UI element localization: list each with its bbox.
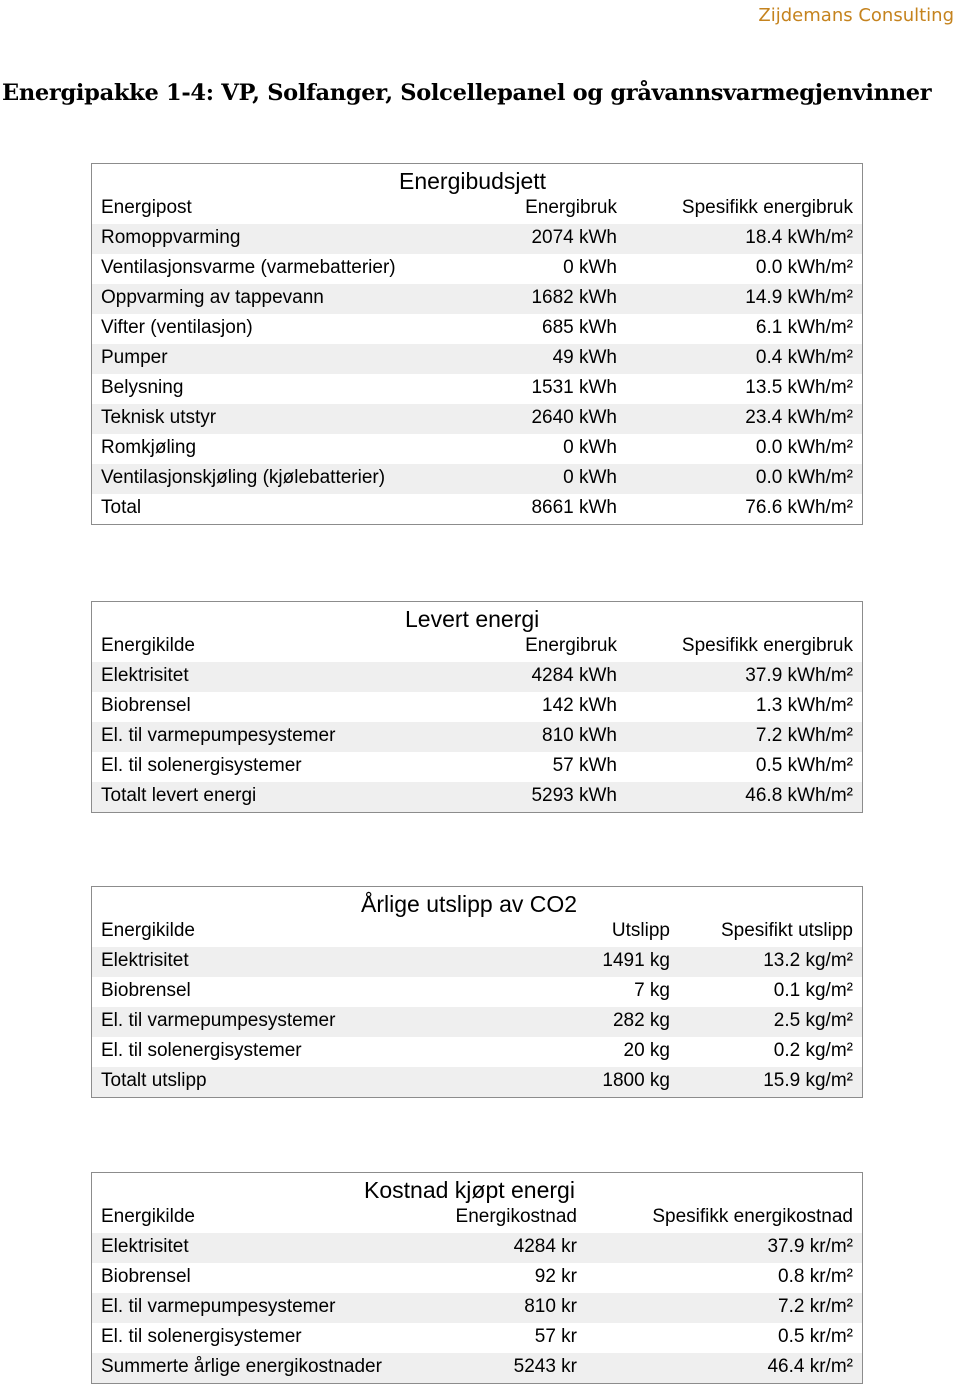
specific-value-cell: 37.9 kWh/m² [745, 665, 853, 686]
table-title-row [92, 887, 862, 917]
table-row [92, 1323, 862, 1353]
specific-value-cell: 14.9 kWh/m² [745, 287, 853, 308]
table-row [92, 314, 862, 344]
table-header-row [92, 1203, 862, 1233]
table-row [92, 494, 862, 524]
specific-value-cell: Spesifikk energibruk [681, 635, 853, 656]
specific-value-cell: 0.0 kWh/m² [755, 437, 853, 458]
specific-value-cell: 13.2 kg/m² [763, 950, 853, 971]
table-row [92, 1263, 862, 1293]
value-cell: 49 kWh [552, 347, 617, 368]
table-row [92, 662, 862, 692]
label-cell: Energikilde [101, 920, 195, 941]
table-row [92, 1037, 862, 1067]
label-cell: Elektrisitet [101, 1236, 189, 1257]
label-cell: Ventilasjonskjøling (kjølebatterier) [101, 467, 386, 488]
table-row [92, 752, 862, 782]
table-row [92, 1353, 862, 1383]
value-cell: 810 kWh [542, 725, 617, 746]
specific-value-cell: 0.5 kWh/m² [755, 755, 853, 776]
table-header-row [92, 194, 862, 224]
table-row [92, 224, 862, 254]
value-cell: 5293 kWh [531, 785, 617, 806]
table-title-row [92, 602, 862, 632]
table-row [92, 977, 862, 1007]
value-cell: Utslipp [611, 920, 670, 941]
label-cell: Oppvarming av tappevann [101, 287, 324, 308]
table-title: Energibudsjett [399, 168, 547, 194]
table-header-row [92, 917, 862, 947]
value-cell: 1531 kWh [531, 377, 617, 398]
table-row [92, 1067, 862, 1097]
label-cell: Elektrisitet [101, 950, 189, 971]
table-row [92, 1233, 862, 1263]
specific-value-cell: 18.4 kWh/m² [745, 227, 853, 248]
table-row [92, 434, 862, 464]
specific-value-cell: 15.9 kg/m² [763, 1070, 853, 1091]
specific-value-cell: 23.4 kWh/m² [745, 407, 853, 428]
table-row [92, 374, 862, 404]
label-cell: El. til solenergisystemer [101, 755, 302, 776]
table-row [92, 404, 862, 434]
co2-emissions-table [91, 886, 863, 1098]
specific-value-cell: 7.2 kr/m² [778, 1296, 853, 1317]
value-cell: 0 kWh [563, 437, 617, 458]
label-cell: Vifter (ventilasjon) [101, 317, 253, 338]
specific-value-cell: 0.1 kg/m² [773, 980, 853, 1001]
value-cell: Energibruk [525, 635, 617, 656]
value-cell: 142 kWh [542, 695, 617, 716]
table-row [92, 722, 862, 752]
table-title: Kostnad kjøpt energi [364, 1177, 575, 1203]
specific-value-cell: Spesifikt utslipp [720, 920, 853, 941]
value-cell: 57 kWh [552, 755, 617, 776]
table-row [92, 464, 862, 494]
specific-value-cell: 13.5 kWh/m² [745, 377, 853, 398]
table-row [92, 782, 862, 812]
value-cell: 810 kr [524, 1296, 577, 1317]
specific-value-cell: 0.2 kg/m² [773, 1040, 853, 1061]
value-cell: 57 kr [534, 1326, 577, 1347]
label-cell: Biobrensel [101, 980, 191, 1001]
label-cell: Energikilde [101, 1206, 195, 1227]
label-cell: Ventilasjonsvarme (varmebatterier) [101, 257, 396, 278]
specific-value-cell: Spesifikk energikostnad [652, 1206, 853, 1227]
specific-value-cell: 0.0 kWh/m² [755, 257, 853, 278]
specific-value-cell: 0.4 kWh/m² [755, 347, 853, 368]
value-cell: 4284 kr [513, 1236, 577, 1257]
label-cell: El. til varmepumpesystemer [101, 1296, 336, 1317]
table-row [92, 1293, 862, 1323]
label-cell: Biobrensel [101, 695, 191, 716]
label-cell: Teknisk utstyr [101, 407, 217, 428]
value-cell: 1682 kWh [531, 287, 617, 308]
energy-budget-table [91, 163, 863, 525]
label-cell: Romkjøling [101, 437, 197, 458]
specific-value-cell: 0.0 kWh/m² [755, 467, 853, 488]
label-cell: Energikilde [101, 635, 195, 656]
value-cell: 2640 kWh [531, 407, 617, 428]
value-cell: 685 kWh [542, 317, 617, 338]
value-cell: 4284 kWh [531, 665, 617, 686]
label-cell: Elektrisitet [101, 665, 189, 686]
value-cell: Energibruk [525, 197, 617, 218]
delivered-energy-table [91, 601, 863, 813]
energy-cost-table [91, 1172, 863, 1384]
label-cell: Summerte årlige energikostnader [101, 1356, 382, 1377]
label-cell: Belysning [101, 377, 184, 398]
specific-value-cell: 0.8 kr/m² [778, 1266, 853, 1287]
table-row [92, 1007, 862, 1037]
table-row [92, 284, 862, 314]
specific-value-cell: 2.5 kg/m² [773, 1010, 853, 1031]
label-cell: El. til solenergisystemer [101, 1040, 302, 1061]
label-cell: Totalt levert energi [101, 785, 257, 806]
value-cell: 5243 kr [513, 1356, 577, 1377]
label-cell: Romoppvarming [101, 227, 241, 248]
table-row [92, 947, 862, 977]
table-row [92, 344, 862, 374]
label-cell: Total [101, 497, 142, 518]
table-row [92, 254, 862, 284]
value-cell: 1800 kg [602, 1070, 670, 1091]
specific-value-cell: 0.5 kr/m² [778, 1326, 853, 1347]
specific-value-cell: 46.8 kWh/m² [745, 785, 853, 806]
label-cell: Pumper [101, 347, 168, 368]
value-cell: 282 kg [612, 1010, 670, 1031]
specific-value-cell: 46.4 kr/m² [767, 1356, 853, 1377]
value-cell: 0 kWh [563, 257, 617, 278]
specific-value-cell: 6.1 kWh/m² [755, 317, 853, 338]
value-cell: 20 kg [623, 1040, 670, 1061]
label-cell: El. til varmepumpesystemer [101, 725, 336, 746]
table-title: Levert energi [405, 606, 540, 632]
value-cell: Energikostnad [455, 1206, 577, 1227]
page-title: Energipakke 1-4: VP, Solfanger, Solcellepanel og gråvannsvarmegjenvinner [2, 80, 932, 106]
value-cell: 7 kg [634, 980, 670, 1001]
label-cell: Biobrensel [101, 1266, 191, 1287]
specific-value-cell: Spesifikk energibruk [681, 197, 853, 218]
label-cell: Totalt utslipp [101, 1070, 207, 1091]
value-cell: 2074 kWh [531, 227, 617, 248]
table-row [92, 692, 862, 722]
value-cell: 8661 kWh [531, 497, 617, 518]
specific-value-cell: 7.2 kWh/m² [755, 725, 853, 746]
specific-value-cell: 1.3 kWh/m² [755, 695, 853, 716]
table-title-row [92, 1173, 862, 1203]
table-title: Årlige utslipp av CO2 [361, 891, 578, 917]
label-cell: El. til solenergisystemer [101, 1326, 302, 1347]
table-header-row [92, 632, 862, 662]
specific-value-cell: 37.9 kr/m² [767, 1236, 853, 1257]
company-name: Zijdemans Consulting [758, 5, 954, 26]
label-cell: Energipost [101, 197, 192, 218]
label-cell: El. til varmepumpesystemer [101, 1010, 336, 1031]
value-cell: 92 kr [534, 1266, 577, 1287]
table-title-row [92, 164, 862, 194]
value-cell: 0 kWh [563, 467, 617, 488]
specific-value-cell: 76.6 kWh/m² [745, 497, 853, 518]
value-cell: 1491 kg [602, 950, 670, 971]
